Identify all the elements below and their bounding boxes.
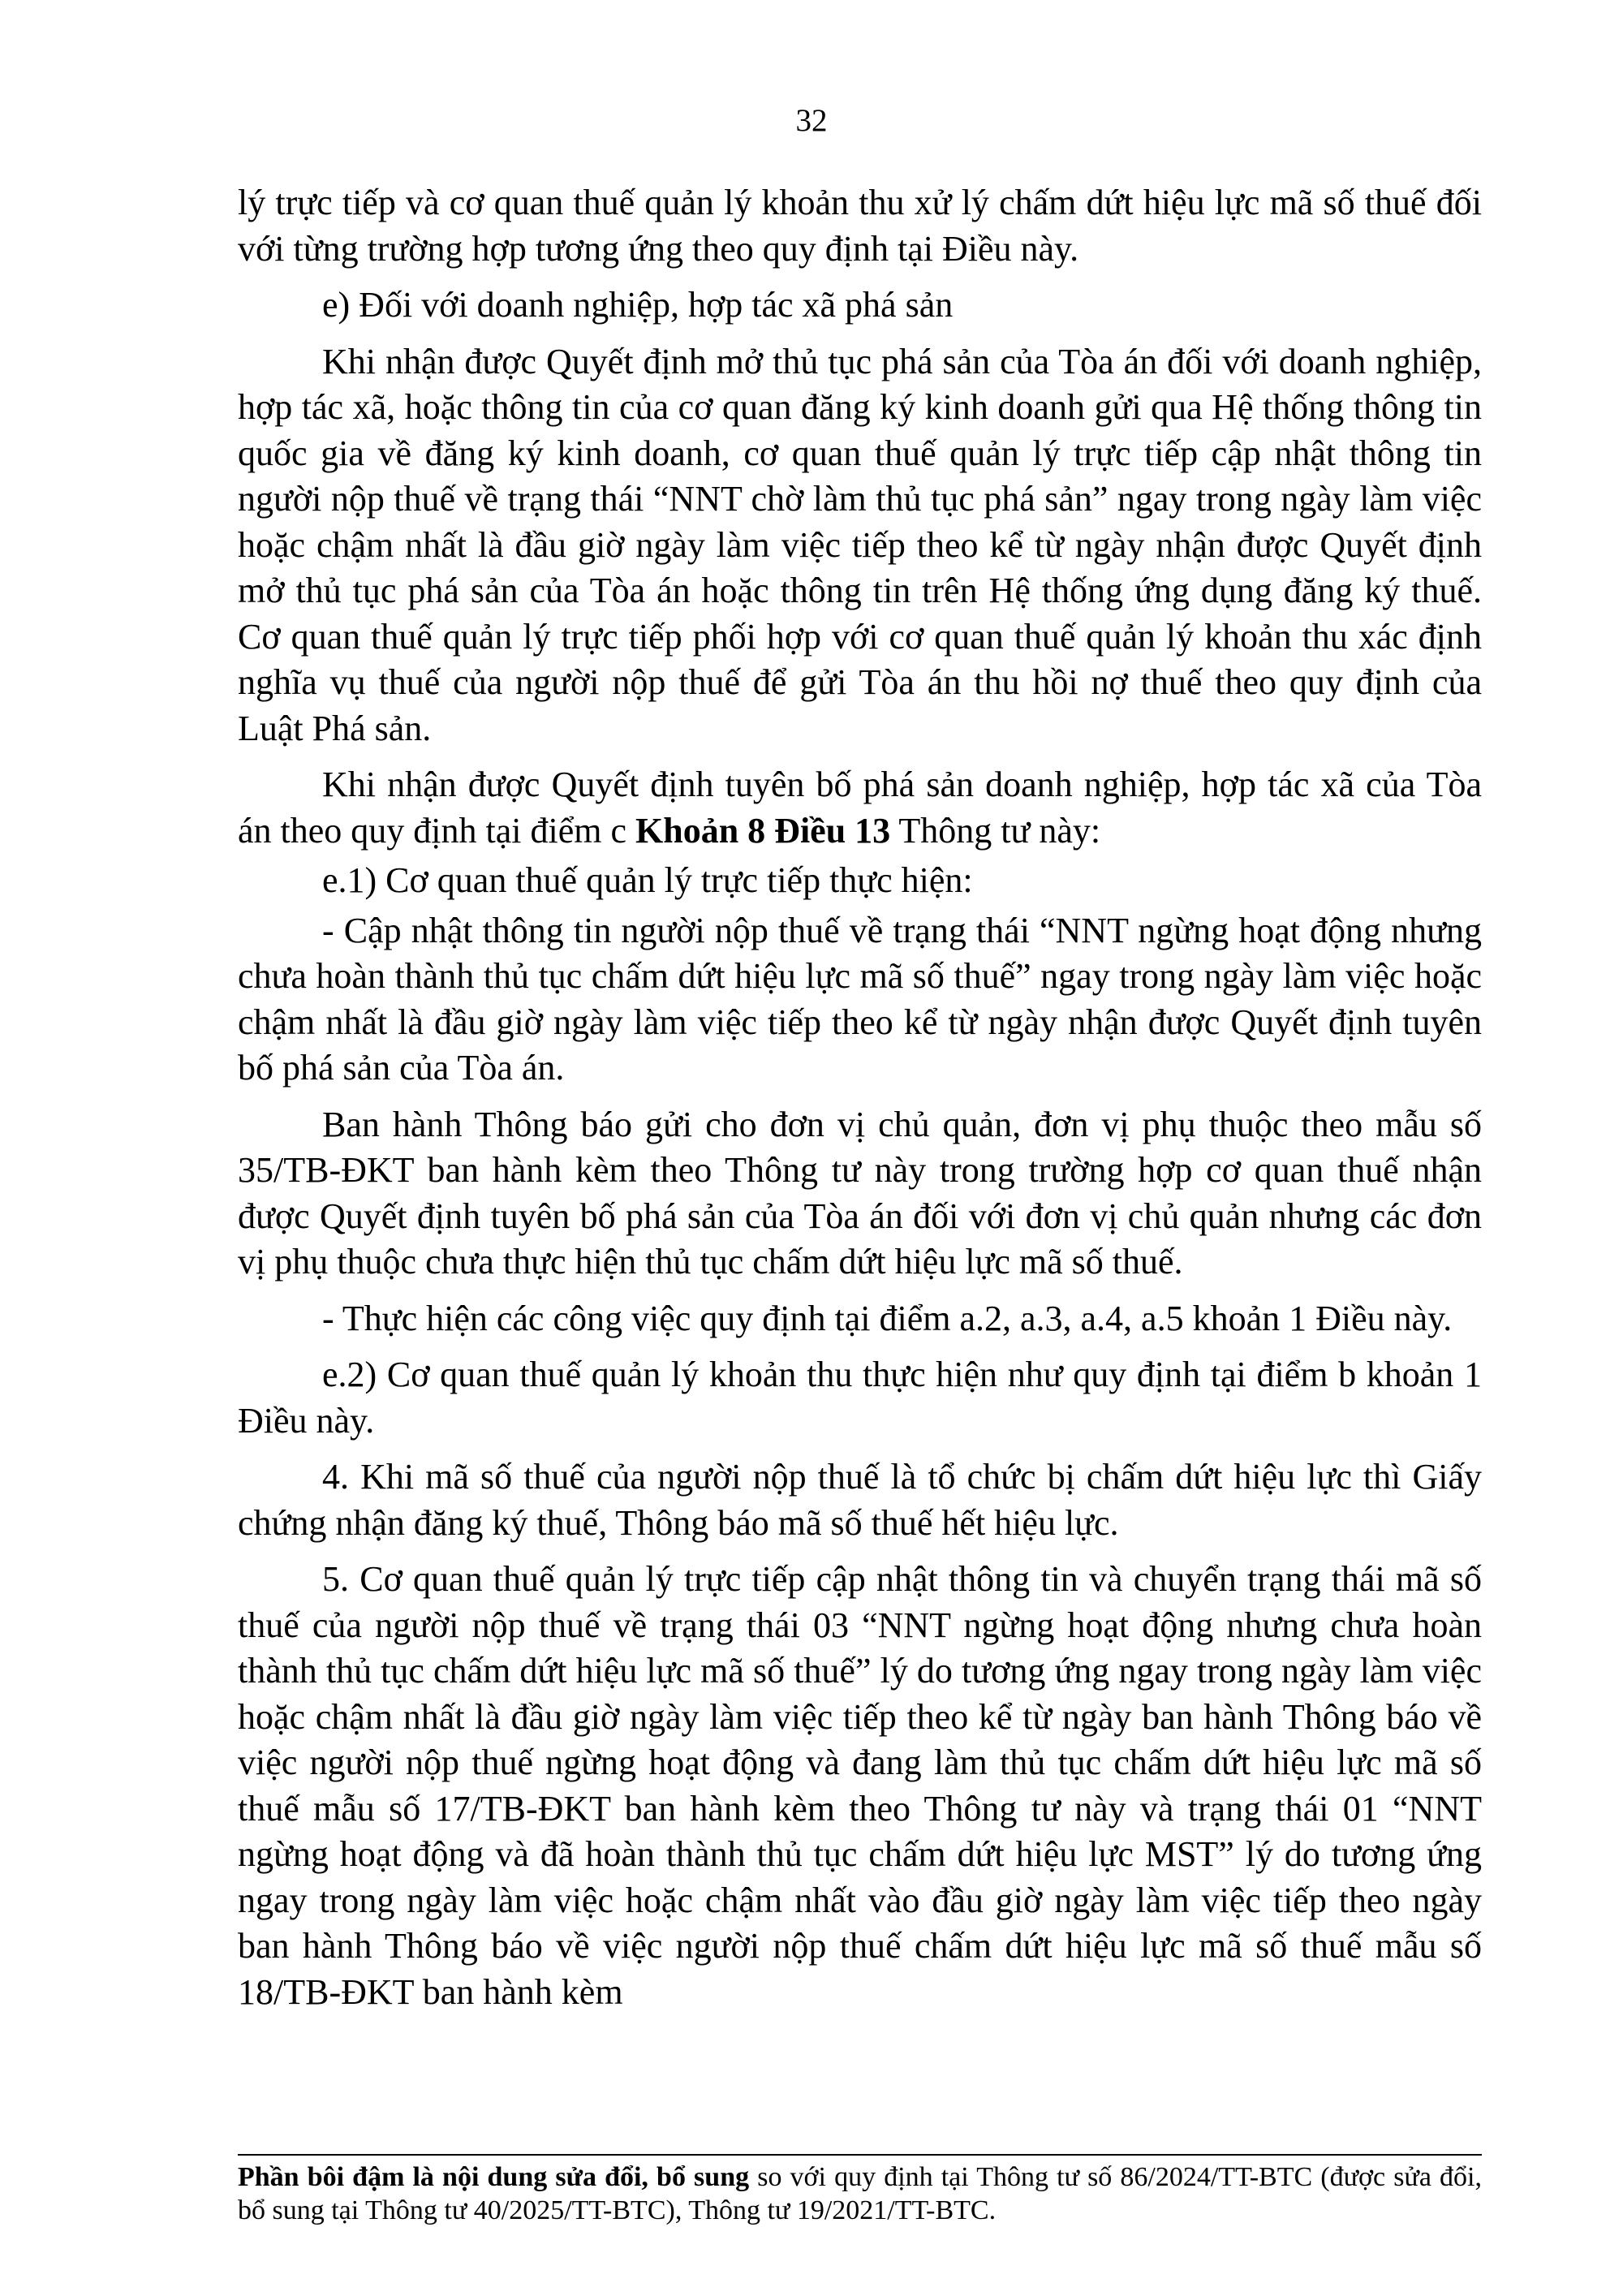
paragraph-continuation: lý trực tiếp và cơ quan thuế quản lý khoản thu xử lý chấm dứt hiệu lực mã số thuế đối với từng trường hợp tương ứng theo quy định tại Điều này.: [238, 183, 1482, 269]
paragraph-e1-update: - Cập nhật thông tin người nộp thuế về trạng thái “NNT ngừng hoạt động nhưng chưa hoàn thành thủ tục chấm dứt hiệu lực mã số thuế” ngay trong ngày làm việc hoặc chậm nhất là đầu giờ ngày làm việc tiếp theo kể từ ngày nhận được Quyết định tuyên bố phá sản của Tòa án.: [238, 910, 1482, 1088]
paragraph-e1-notice: Ban hành Thông báo gửi cho đơn vị chủ quản, đơn vị phụ thuộc theo mẫu số 35/TB-ĐKT ban hành kèm theo Thông tư này trong trường hợp cơ quan thuế nhận được Quyết định tuyên bố phá sản của Tòa án đối với đơn vị chủ quản nhưng các đơn vị phụ thuộc chưa thực hiện thủ tục chấm dứt hiệu lực mã số thuế.: [238, 1104, 1482, 1282]
footer-bold-label: Phần bôi đậm là nội dung sửa đổi, bổ sung: [238, 2162, 750, 2192]
amended-reference: Khoản 8 Điều 13: [635, 810, 891, 851]
page-number: 32: [795, 103, 828, 138]
paragraph-item-5: 5. Cơ quan thuế quản lý trực tiếp cập nhật thông tin và chuyển trạng thái mã số thuế của người nộp thuế về trạng thái 03 “NNT ngừng hoạt động nhưng chưa hoàn thành thủ tục chấm dứt hiệu lực mã số thuế” lý do tương ứng ngay trong ngày làm việc hoặc chậm nhất là đầu giờ ngày làm việc tiếp theo kể từ ngày ban hành Thông báo về việc người nộp thuế ngừng hoạt động và đang làm thủ tục chấm dứt hiệu lực mã số thuế mẫu số 17/TB-ĐKT ban hành kèm theo Thông tư này và trạng thái 01 “NNT ngừng hoạt động và đã hoàn thành thủ tục chấm dứt hiệu lực MST” lý do tương ứng ngay trong ngày làm việc hoặc chậm nhất vào đầu giờ ngày làm việc tiếp theo ngày ban hành Thông báo về việc người nộp thuế chấm dứt hiệu lực mã số thuế mẫu số 18/TB-ĐKT ban hành kèm: [238, 1559, 1482, 2012]
document-body: [238, 180, 1482, 2015]
paragraph-bankruptcy-declaration: [238, 762, 1482, 854]
footer-text: so với quy định tại Thông tư số 86/2024/TT-BTC (được sửa đổi, bổ sung tại Thông tư 40/2025/TT-BTC), Thông tư 19/2021/TT-BTC.: [238, 2162, 1482, 2225]
paragraph-bankruptcy-opening: Khi nhận được Quyết định mở thủ tục phá sản của Tòa án đối với doanh nghiệp, hợp tác xã, hoặc thông tin của cơ quan đăng ký kinh doanh gửi qua Hệ thống thông tin quốc gia về đăng ký kinh doanh, cơ quan thuế quản lý trực tiếp cập nhật thông tin người nộp thuế về trạng thái “NNT chờ làm thủ tục phá sản” ngay trong ngày làm việc hoặc chậm nhất là đầu giờ ngày làm việc tiếp theo kể từ ngày nhận được Quyết định mở thủ tục phá sản của Tòa án hoặc thông tin trên Hệ thống ứng dụng đăng ký thuế. Cơ quan thuế quản lý trực tiếp phối hợp với cơ quan thuế quản lý khoản thu xác định nghĩa vụ thuế của người nộp thuế để gửi Tòa án thu hồi nợ thuế theo quy định của Luật Phá sản.: [238, 341, 1482, 748]
paragraph-heading-e: e) Đối với doanh nghiệp, hợp tác xã phá sản: [322, 285, 954, 325]
text-run: Khi nhận được Quyết định tuyên bố phá sản doanh nghiệp, hợp tác xã của Tòa án theo quy định tại điểm c: [238, 765, 1482, 851]
paragraph-e1-tasks: - Thực hiện các công việc quy định tại điểm a.2, a.3, a.4, a.5 khoản 1 Điều này.: [322, 1298, 1453, 1338]
text-run: Thông tư này:: [890, 810, 1101, 851]
footer-note: [238, 2154, 1482, 2227]
paragraph-item-4: 4. Khi mã số thuế của người nộp thuế là tổ chức bị chấm dứt hiệu lực thì Giấy chứng nhận đăng ký thuế, Thông báo mã số thuế hết hiệu lực.: [238, 1457, 1482, 1543]
paragraph-e1: e.1) Cơ quan thuế quản lý trực tiếp thực hiện:: [322, 860, 973, 900]
paragraph-e2: e.2) Cơ quan thuế quản lý khoản thu thực hiện như quy định tại điểm b khoản 1 Điều này.: [238, 1355, 1482, 1441]
